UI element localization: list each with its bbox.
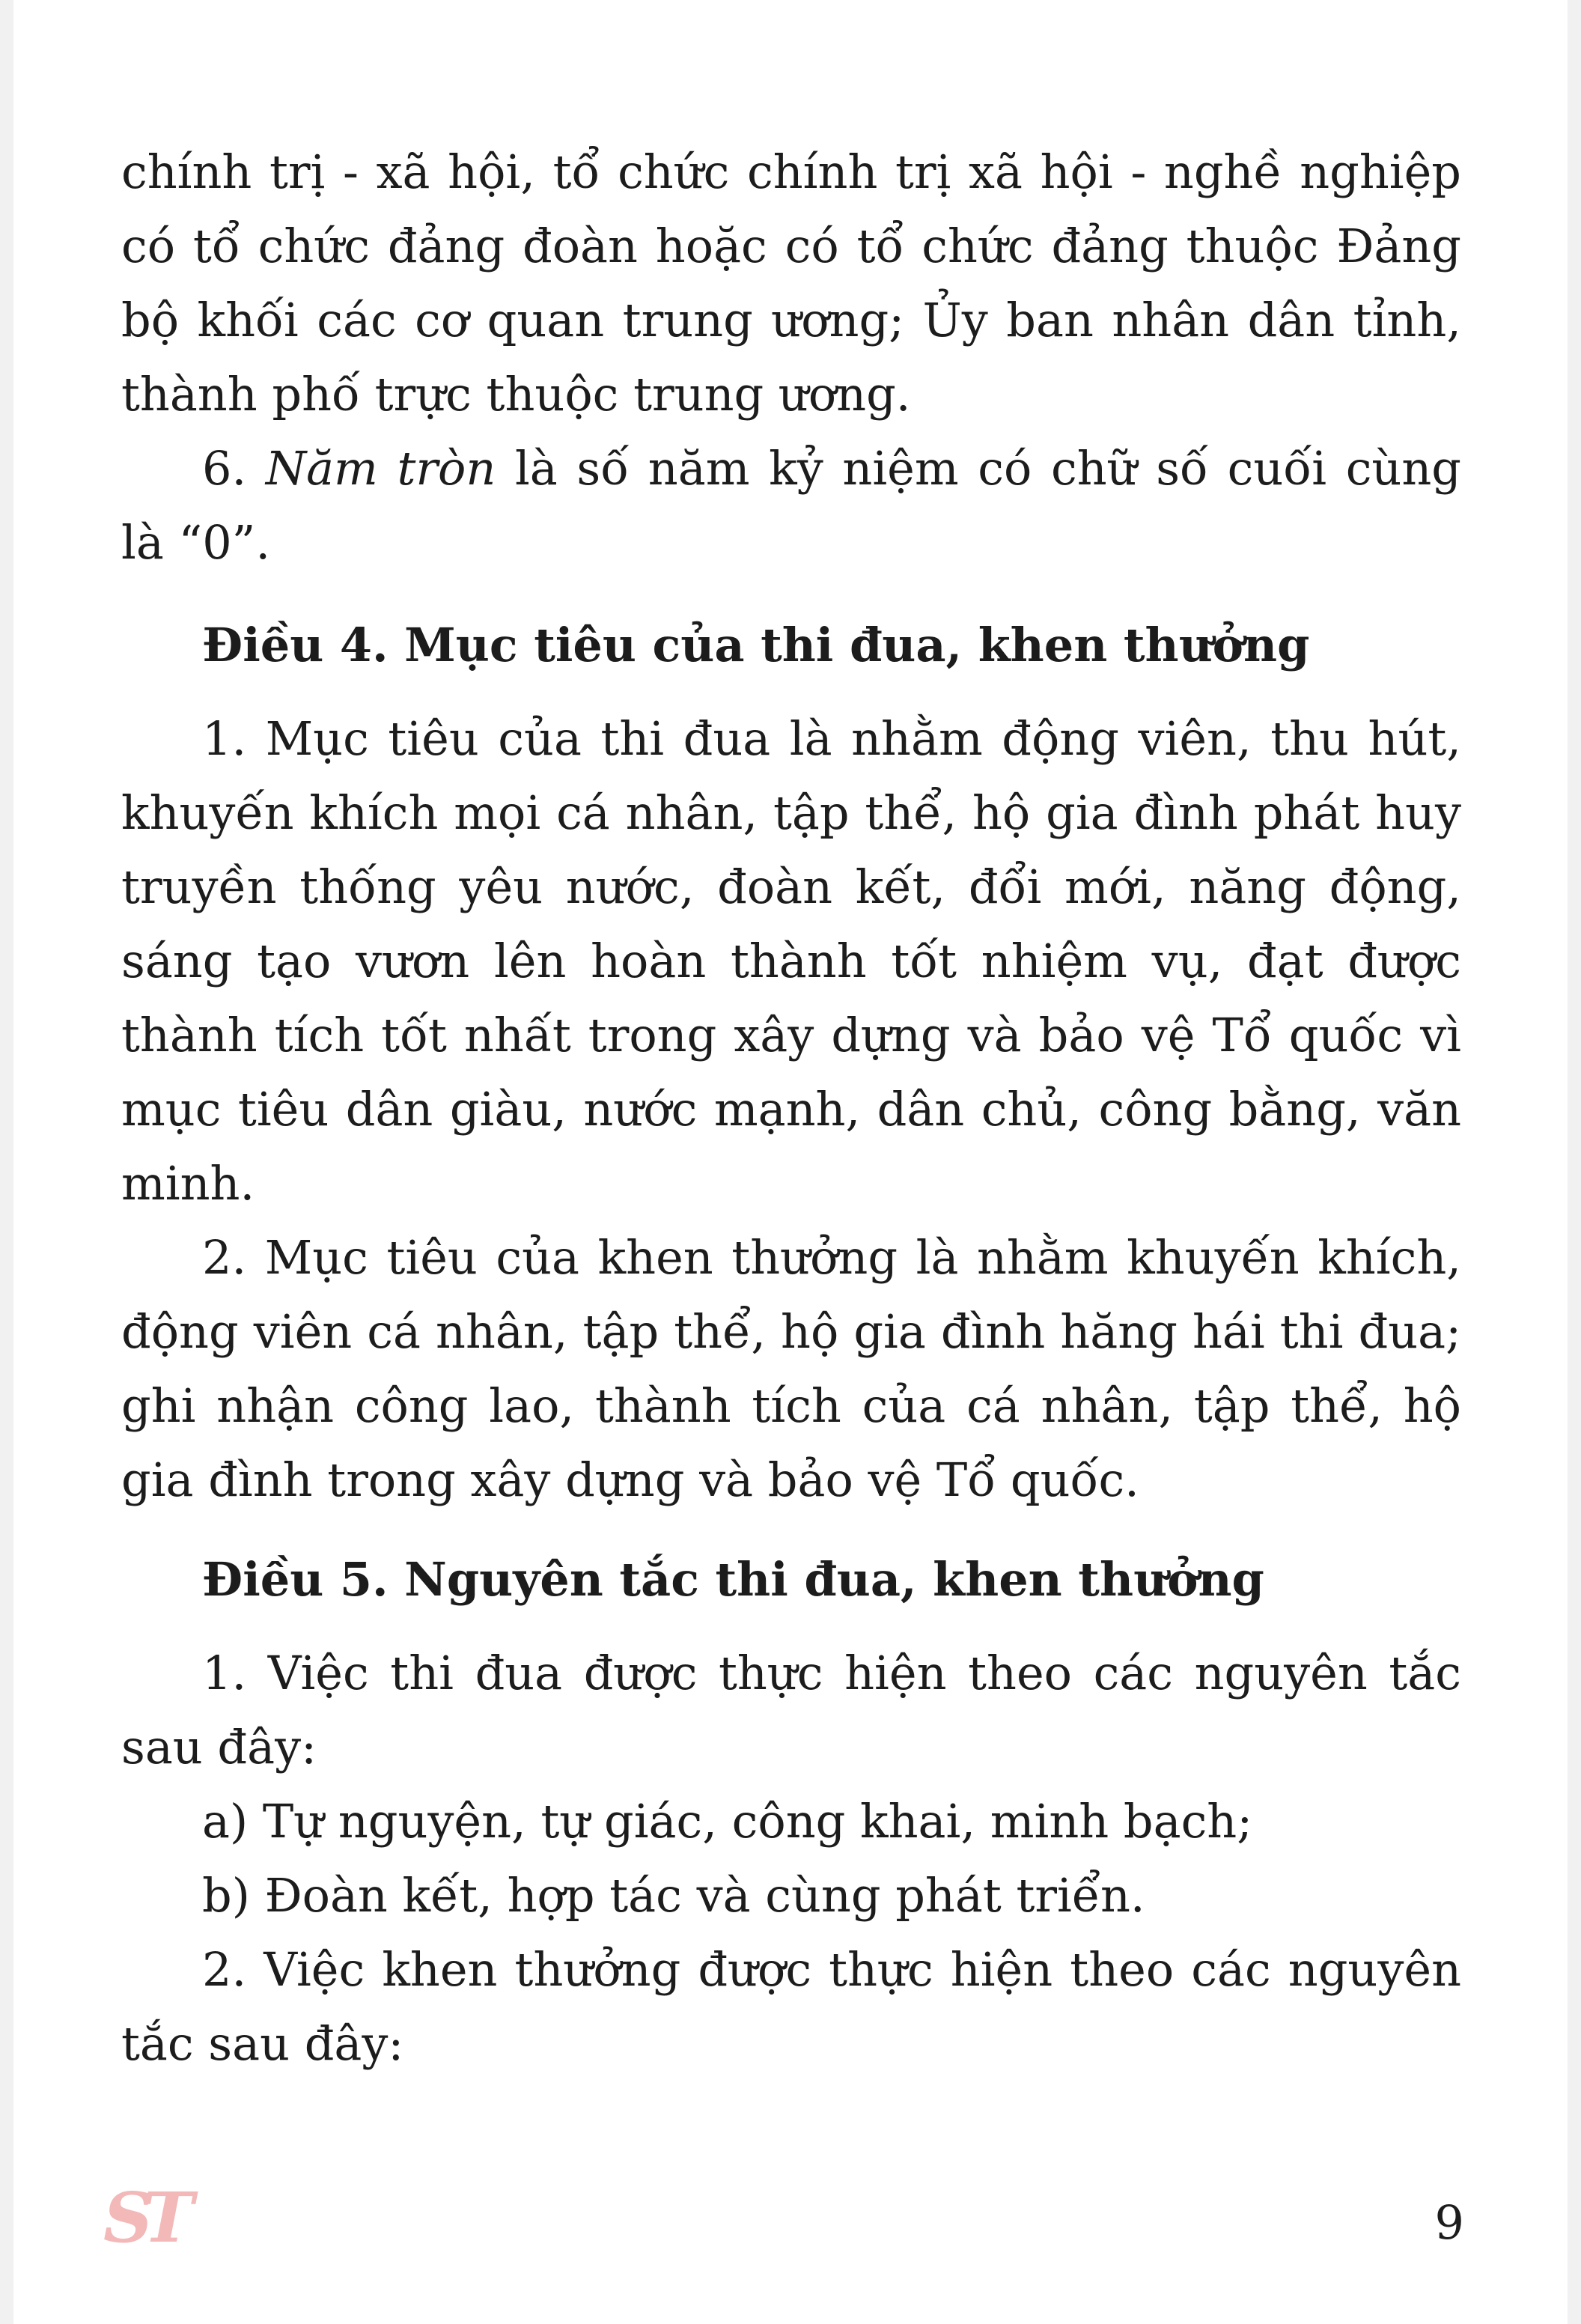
paragraph-item-6	[121, 431, 1461, 580]
page-edge-right	[1568, 0, 1581, 2324]
item-6-definition: là số năm kỷ niệm có chữ số cuối cùng là “0”.	[121, 441, 1461, 570]
article-5-heading: Điều 5. Nguyên tắc thi đua, khen thưởng	[202, 1552, 1264, 1607]
article-5-paragraph-2: 2. Việc khen thưởng được thực hiện theo các nguyên tắc sau đây:	[121, 1942, 1461, 2071]
article-4-heading: Điều 4. Mục tiêu của thi đua, khen thưởng	[202, 618, 1310, 672]
page-body	[121, 135, 1461, 2081]
item-6-term: Năm tròn	[265, 441, 496, 496]
article-4-paragraph-1: 1. Mục tiêu của thi đua là nhằm động viên, thu hút, khuyến khích mọi cá nhân, tập thể, hộ gia đình phát huy truyền thống yêu nước, đoàn kết, đổi mới, năng động, sáng tạo vươn lên hoàn thành tốt nhiệm vụ, đạt được thành tích tốt nhất trong xây dựng và bảo vệ Tổ quốc vì mục tiêu dân giàu, nước mạnh, dân chủ, công bằng, văn minh.	[121, 711, 1461, 1211]
page-number: 9	[1434, 2195, 1464, 2250]
publisher-logo: ST	[103, 2177, 183, 2258]
page-edge-left	[0, 0, 13, 2324]
article-4-paragraph-2: 2. Mục tiêu của khen thưởng là nhằm khuyến khích, động viên cá nhân, tập thể, hộ gia đình hăng hái thi đua; ghi nhận công lao, thành tích của cá nhân, tập thể, hộ gia đình trong xây dựng và bảo vệ Tổ quốc.	[121, 1230, 1461, 1507]
article-5-item-a: a) Tự nguyện, tự giác, công khai, minh bạch;	[202, 1794, 1253, 1849]
article-5-paragraph-1: 1. Việc thi đua được thực hiện theo các nguyên tắc sau đây:	[121, 1646, 1461, 1774]
article-5-item-b: b) Đoàn kết, hợp tác và cùng phát triển.	[202, 1868, 1145, 1923]
paragraph-continued: chính trị - xã hội, tổ chức chính trị xã hội - nghề nghiệp có tổ chức đảng đoàn hoặc có tổ chức đảng thuộc Đảng bộ khối các cơ quan trung ương; Ủy ban nhân dân tỉnh, thành phố trực thuộc trung ương.	[121, 145, 1461, 422]
item-6-number: 6.	[202, 441, 266, 496]
